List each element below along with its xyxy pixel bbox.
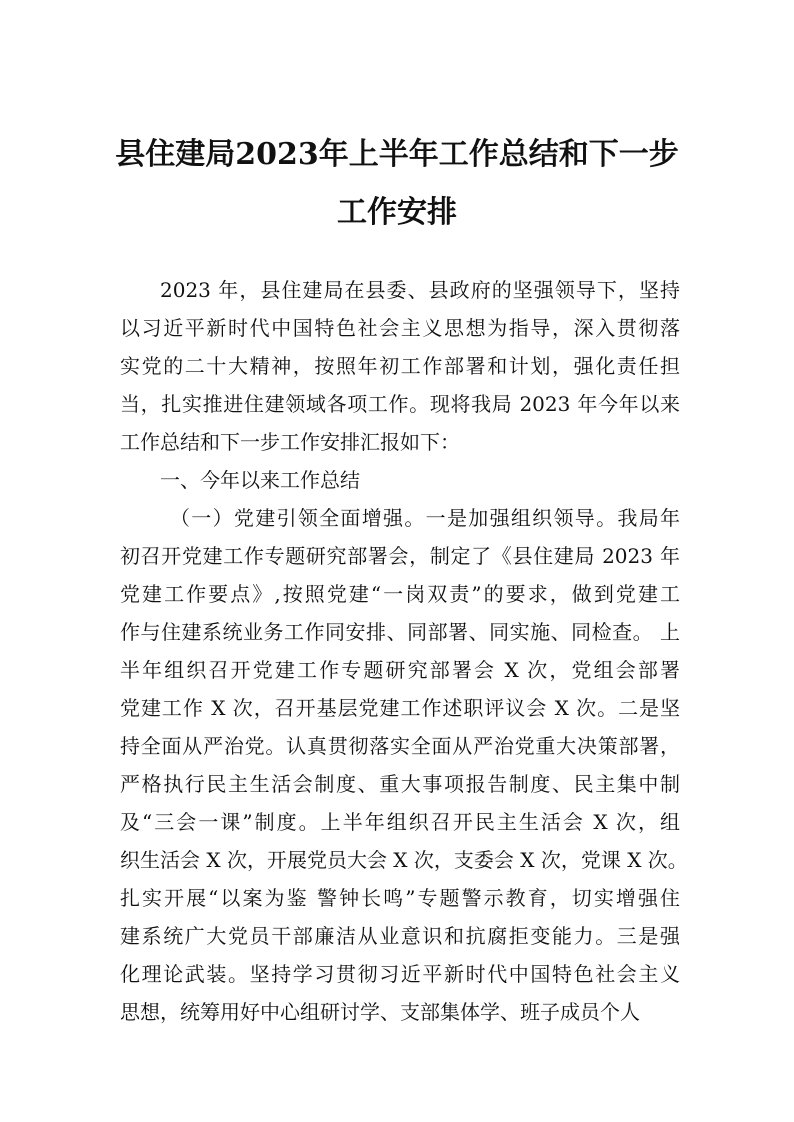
paragraph-line: 扎实开展“以案为鉴 警钟长鸣”专题警示教育，切实增强住	[120, 886, 680, 910]
document-title-line-2: 工作安排	[337, 195, 457, 230]
paragraph-line: 当，扎实推进住建领域各项工作。现将我局 2023 年今年以来	[120, 392, 680, 416]
paragraph-line: 党建工作 X 次，召开基层党建工作述职评议会 X 次。二是坚	[120, 696, 680, 720]
paragraph-line: 党建工作要点》,按照党建“一岗双责”的要求，做到党建工	[120, 582, 680, 606]
paragraph-line: 半年组织召开党建工作专题研究部署会 X 次，党组会部署	[120, 658, 680, 682]
paragraph-line: 2023 年，县住建局在县委、县政府的坚强领导下，坚持	[160, 278, 680, 302]
paragraph-line: 工作总结和下一步工作安排汇报如下：	[120, 430, 460, 454]
paragraph-line: 以习近平新时代中国特色社会主义思想为指导，深入贯彻落	[120, 316, 680, 340]
paragraph-line: 及“三会一课”制度。上半年组织召开民主生活会 X 次，组	[120, 810, 680, 834]
paragraph-line: 建系统广大党员干部廉洁从业意识和抗腐拒变能力。三是强	[120, 924, 680, 948]
paragraph-line: 织生活会 X 次，开展党员大会 X 次，支委会 X 次，党课 X 次。	[120, 848, 688, 872]
section-heading: 一、今年以来工作总结	[160, 468, 360, 492]
paragraph-line: 化理论武装。坚持学习贯彻习近平新时代中国特色社会主义	[120, 962, 680, 986]
paragraph-line: 初召开党建工作专题研究部署会，制定了《县住建局 2023 年	[120, 544, 680, 568]
paragraph-line: 持全面从严治党。认真贯彻落实全面从严治党重大决策部署，	[120, 734, 680, 758]
paragraph-line: 实党的二十大精神，按照年初工作部署和计划，强化责任担	[120, 354, 680, 378]
paragraph-line: （一）党建引领全面增强。一是加强组织领导。我局年	[170, 506, 680, 530]
document-title-line-1: 县住建局2023年上半年工作总结和下一步	[115, 137, 679, 172]
paragraph-line: 严格执行民主生活会制度、重大事项报告制度、民主集中制	[120, 772, 680, 796]
paragraph-line: 作与住建系统业务工作同安排、同部署、同实施、同检查。 上	[120, 620, 680, 644]
paragraph-line: 思想，统筹用好中心组研讨学、支部集体学、班子成员个人	[120, 1000, 640, 1024]
